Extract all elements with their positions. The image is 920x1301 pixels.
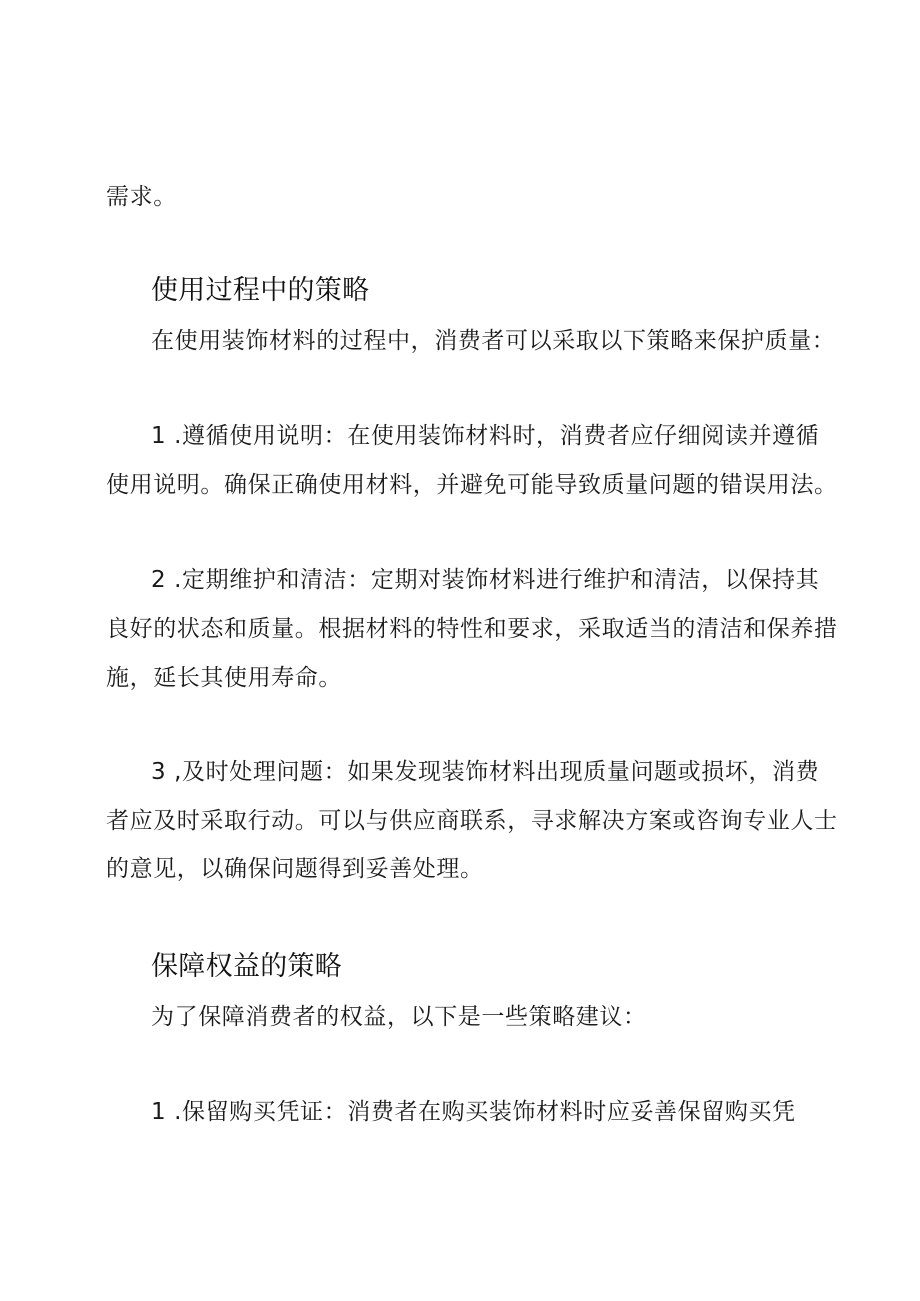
section-intro-rights: 为了保障消费者的权益，以下是一些策略建议： [151,1004,647,1030]
list-item-3-line-2: 者应及时采取行动。可以与供应商联系，寻求解决方案或咨询专业人士 [106,808,838,834]
list-item-2-line-3: 施，延长其使用寿命。 [106,665,342,691]
section-heading-rights: 保障权益的策略 [151,951,343,982]
list-item-3-line-1: 3 ,及时处理问题：如果发现装饰材料出现质量问题或损坏，消费 [151,759,820,785]
paragraph-tail: 需求。 [106,184,177,210]
list-item-2-line-1: 2 .定期维护和清洁：定期对装饰材料进行维护和清洁，以保持其 [151,567,820,593]
section-heading-usage: 使用过程中的策略 [151,275,370,306]
section-intro-usage: 在使用装饰材料的过程中，消费者可以采取以下策略来保护质量： [151,328,836,354]
list-item-3-line-3: 的意见，以确保问题得到妥善处理。 [106,856,484,882]
rights-item-1-line-1: 1 .保留购买凭证：消费者在购买装饰材料时应妥善保留购买凭 [151,1099,796,1125]
list-item-1-line-2: 使用说明。确保正确使用材料，并避免可能导致质量问题的错误用法。 [106,472,838,498]
list-item-2-line-2: 良好的状态和质量。根据材料的特性和要求，采取适当的清洁和保养措 [106,616,838,642]
list-item-1-line-1: 1 .遵循使用说明：在使用装饰材料时，消费者应仔细阅读并遵循 [151,423,820,449]
